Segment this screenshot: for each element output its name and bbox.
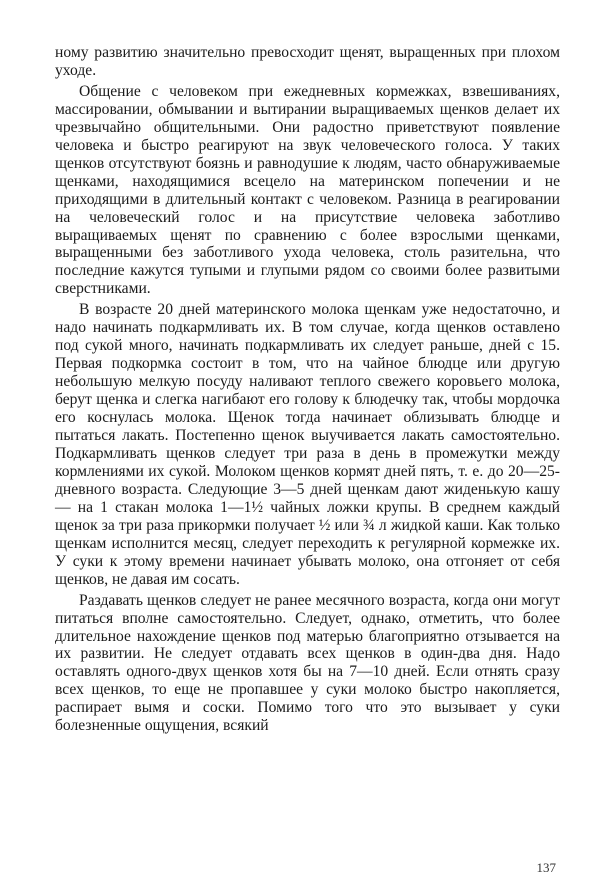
page-number: 137 [536,860,556,875]
paragraph-supplementary-feeding: В возрасте 20 дней материнского молока щенкам уже недостаточно, и надо начинать подкармливать их. В том случае, когда щенков оставлено под сукой много, начинать подкармливать их следует раньше, дней с 15. Первая подкормка состоит в том, что на чайное блюдце или другую небольшую мелкую посуду наливают теплого свежего коровьего молока, берут щенка и слегка нагибают его голову к блюдечку так, чтобы мордочка его коснулась молока. Щенок тогда начинает облизывать блюдце и пытаться лакать. Постепенно щенок выучивается лакать самостоятельно. Подкармливать щенков следует три раза в день в промежутки между кормлениями их сукой. Молоком щенков кормят дней пять, т. е. до 20—25-дневного возраста. Следующие 3—5 дней щенкам дают жиденькую кашу — на 1 стакан молока 1—1½ чайных ложки крупы. В среднем каждый щенок за три раза прикормки получает ½ или ¾ л жидкой каши. Как только щенкам исполнится месяц, следует переходить к регулярной кормежке их. У суки к этому времени начинает убывать молоко, она отгоняет от себя щенков, не давая им сосать. [55,301,560,588]
paragraph-distributing-puppies: Раздавать щенков следует не ранее месячного возраста, когда они могут питаться вполне самостоятельно. Следует, однако, отметить, что более длительное нахождение щенков под матерью благоприятно отзывается на их развитии. Не следует отдавать всех щенков в один-два дня. Надо оставлять одного-двух щенков хотя бы на 7—10 дней. Если отнять сразу всех щенков, то еще не пропавшее у суки молоко быстро накопляется, распирает вымя и соски. Помимо того что это вызывает у суки болезненные ощущения, всякий [55,591,560,735]
paragraph-human-contact: Общение с человеком при ежедневных кормежках, взвешиваниях, массировании, обмывании и вытирании выращиваемых щенков делает их чрезвычайно общительными. Они радостно приветствуют появление человека и быстро реагируют на звук человеческого голоса. У таких щенков отсутствуют боязнь и равнодушие к людям, часто обнаруживаемые щенками, находящимися всецело на материнском попечении и не приходящими в длительный контакт с человеком. Разница в реагировании на человеческий голос и на присутствие человека заботливо выращиваемых щенят по сравнению с более взрослыми щенками, выращенными без заботливого ухода человека, столь разительна, что последние кажутся тупыми и глупыми рядом со своими более развитыми сверстниками. [55,82,560,298]
paragraph-continuation: ному развитию значительно превосходит щенят, выращенных при плохом уходе. [55,44,560,79]
